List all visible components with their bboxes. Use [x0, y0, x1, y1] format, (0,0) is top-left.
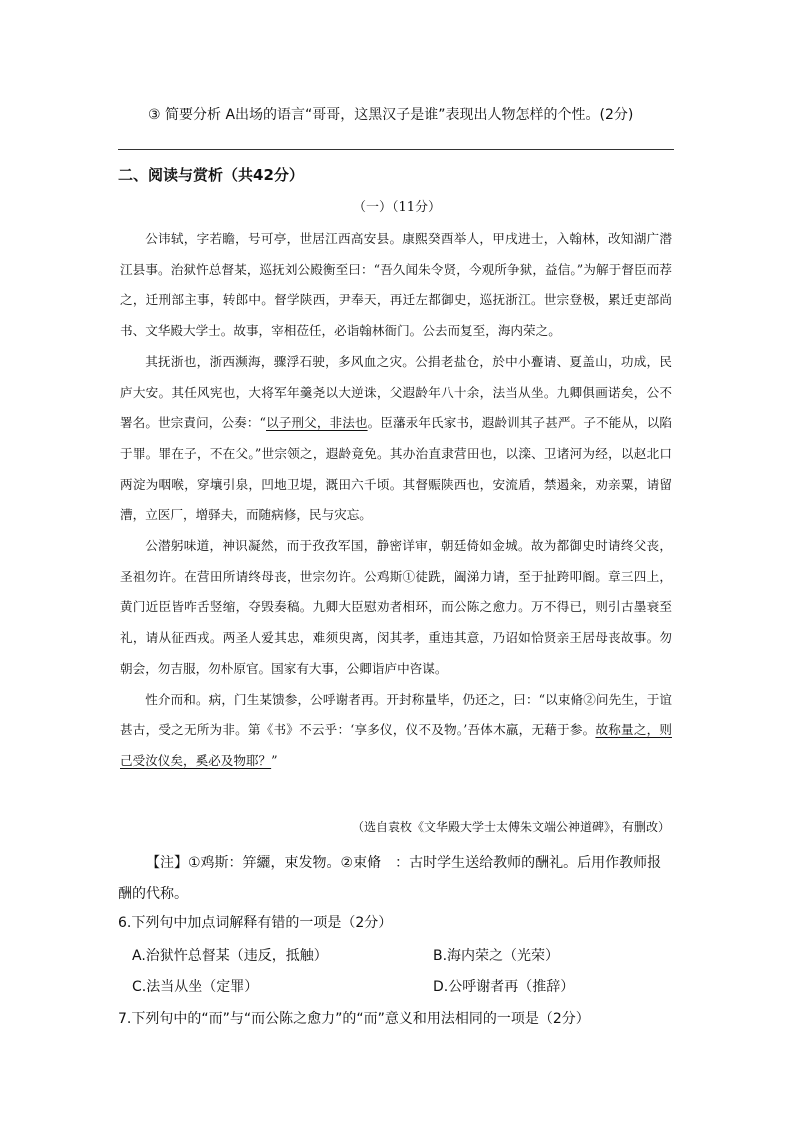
- divider-line: [118, 149, 674, 150]
- option-b: B.海内荣之（光荣）: [433, 948, 560, 964]
- passage: [120, 224, 672, 777]
- question-7-stem: 7.下列句中的“而”与“而公陈之愈力”的“而”意义和用法相同的一项是（2分）: [118, 1011, 590, 1027]
- question-6-stem: 6.下列句中加点词解释有错的一项是（2分）: [118, 915, 393, 931]
- passage-text: 性介而和。病，门生某馈参，公呼谢者再。开封称量毕，仍还之，曰：“以束脩②问先生，于谊甚古，受之无所为非。第《书》不云乎：‘享多仪，仪不及物。’吾体木羸，无藉于参。: [120, 691, 672, 738]
- footnote: 【注】①鸡斯：笄纚，束发物。②束脩 ：古时学生送给教师的酬礼。后用作教师报酬的代称。: [118, 855, 662, 902]
- passage-text: 其抚浙也，浙西濒海，骤浮石驶，多风血之灾。公捐老盐仓，於中小亹请、夏盖山，功成，民庐大安。其任风宪也，大将军年羹尧以大逆诛，父遐龄年八十余，法当从坐。九卿俱画诺矣，公不署名。世宗責问，公奏：“: [120, 353, 672, 431]
- underlined-sentence: 故称量之，则己受汝仪矣，奚必及物耶？: [120, 722, 672, 768]
- passage-text: 。臣藩汞年氏家书，遐龄训其子甚严。子不能从，以陷于罪。罪在子，不在父。”世宗领之，遐龄竟免。其办治直隶营田也，以滦、卫诸河为经，以赵北口两淀为咽喉，穿壤引泉，凹地卫堤，溉田六千顷。其督赈陕西也，安流盾，禁遏籴，劝亲粟，请留漕，立医厂，增驿夫，而随病修，民与灾忘。: [120, 415, 672, 523]
- source-citation: （选自袁枚《文华殿大学士太傅朱文端公神道碑》，有删改）: [351, 820, 670, 834]
- passage-paragraph-4: [120, 685, 672, 777]
- option-d: D.公呼谢者再（推辞）: [433, 979, 575, 995]
- passage-paragraph-1: 公讳轼，字若瞻，号可亭，世居江西高安县。康熙癸酉举人，甲戌进士，入翰林，改知湖广潜江县事。治狱忤总督某，巡抚刘公殿衡至曰：“吾久闻朱令贤，今观所争狱，益信。”为解于督臣而荐之，迁刑部主事，转郎中。督学陕西，尹奉天，再迁左都御史，巡抚浙江。世宗登极，累迁吏部尚书、文华殿大学士。故事，宰相莅任，必诣翰林衙门。公去而复至，海内荣之。: [120, 231, 672, 339]
- passage-paragraph-3: 公潜躬味道，神识凝然，而于孜孜军国，静密详审，朝廷倚如金城。故为都御史时请终父丧，圣祖勿许。在营田所请终母丧，世宗勿许。公鸡斯①徒跣，阖涕力请，至于扯跨叩阍。章三四上，黄门近臣皆咋舌竖缩，夺毁奏稿。九卿大臣慰劝者相环，而公陈之愈力。万不得已，则引古墨衰至礼，请从征西戎。两圣人爱其忠，难须臾离，闵其孝，重违其意，乃诏如恰贤亲王居母丧故事。勿朝会，勿吉服，勿朴原官。国家有大事，公卿诣庐中咨谋。: [120, 538, 672, 676]
- passage-paragraph-2: [120, 347, 672, 531]
- option-a: A.治狱忤总督某（违反，抵触）: [132, 948, 328, 964]
- passage-text: ”: [271, 752, 278, 768]
- underlined-sentence: 以子刑父，非法也: [266, 415, 368, 431]
- question-3: ③ 简要分析 A出场的语言“哥哥，这黑汉子是谁”表现出人物怎样的个性。(2分): [148, 107, 634, 123]
- option-c: C.法当从坐（定罪）: [132, 979, 259, 995]
- passage-subtitle: （一）（11分）: [352, 200, 442, 215]
- section-title: 二、阅读与赏析（共42分）: [118, 166, 304, 184]
